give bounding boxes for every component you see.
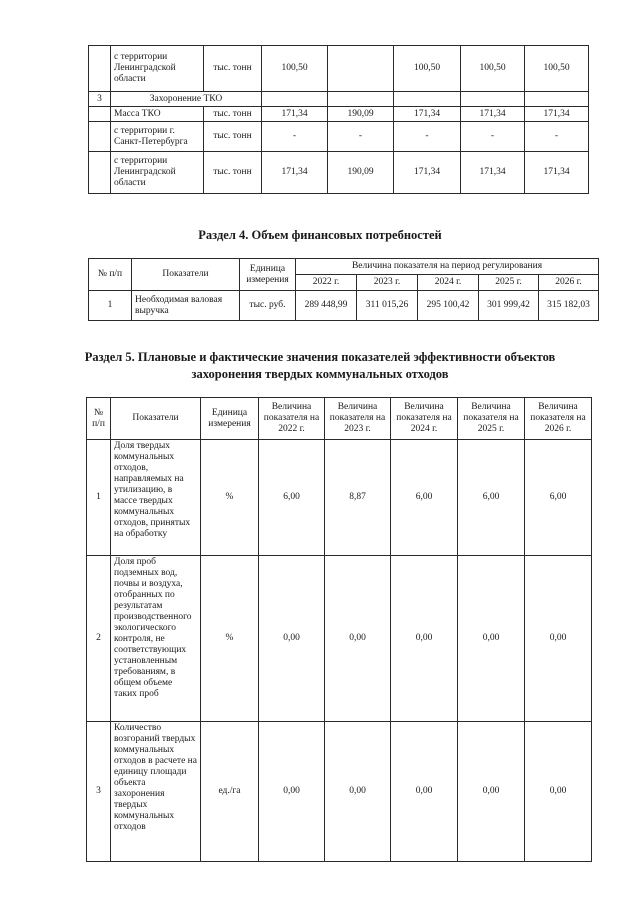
table-row: 1 Доля твердых коммунальных отходов, направляемых на утилизацию, в массе твердых коммунальных отходов, принятых на обработку % 6,00 8,87 6,00 6,00 6,00 [87,440,592,556]
row-label: Количество возгораний твердых коммунальных отходов в расчете на единицу площади объекта захоронения твердых коммунальных отходов [111,722,201,862]
year-header: Величина показателя на 2025 г. [458,398,525,440]
col-header-indicator: Показатели [132,259,240,291]
table-row: 2 Доля проб подземных вод, почвы и воздуха, отобранных по результатам производственного экологического контроля, не соответствующих установленным требованиям, в общем объеме таких проб % 0,00 0,00 0,00 0,00 0,00 [87,556,592,722]
efficiency-indicators-table [86,397,592,862]
header-row [89,259,599,275]
section5-title-line1: Раздел 5. Плановые и фактические значения показателей эффективности объектов [84,350,556,364]
row-unit: тыс. тонн [204,46,262,92]
section-label: Захоронение ТКО [111,92,262,107]
row-label: с территории г. Санкт-Петербурга [111,122,204,152]
col-header-num: № п/п [87,398,111,440]
row-unit: тыс. тонн [204,107,262,122]
col-header-indicator: Показатели [111,398,201,440]
table-row: с территории г. Санкт-Петербурга тыс. тонн - - - - - [89,122,589,152]
col-header-unit: Единица измерения [201,398,259,440]
row-label: Необходимая валовая выручка [132,291,240,321]
section5-title-line2: захоронения твердых коммунальных отходов [191,367,449,381]
row-label: Масса ТКО [111,107,204,122]
row-unit: тыс. руб. [240,291,296,321]
financial-needs-table [88,258,599,321]
row-label: с территории Ленинградской области [111,152,204,194]
table-row: 3 Количество возгораний твердых коммунальных отходов в расчете на единицу площади объекта захоронения твердых коммунальных отходов ед./га 0,00 0,00 0,00 0,00 0,00 [87,722,592,862]
year-header: 2022 г. [296,275,357,291]
row-unit: % [201,556,259,722]
year-header: 2025 г. [479,275,539,291]
header-row [87,398,592,440]
table-row: с территории Ленинградской области тыс. тонн 171,34 190,09 171,34 171,34 171,34 [89,152,589,194]
year-header: 2026 г. [539,275,599,291]
table-row: Масса ТКО тыс. тонн 171,34 190,09 171,34 171,34 171,34 [89,107,589,122]
col-header-num: № п/п [89,259,132,291]
year-header: Величина показателя на 2023 г. [325,398,391,440]
row-unit: ед./га [201,722,259,862]
row-unit: % [201,440,259,556]
col-header-period: Величина показателя на период регулирования [296,259,599,275]
row-unit: тыс. тонн [204,152,262,194]
table-row: 1 Необходимая валовая выручка тыс. руб. 289 448,99 311 015,26 295 100,42 301 999,42 315 182,03 [89,291,599,321]
table-row: с территории Ленинградской области тыс. тонн 100,50 100,50 100,50 100,50 [89,46,589,92]
year-header: 2024 г. [418,275,479,291]
year-header: 2023 г. [357,275,418,291]
section4-title: Раздел 4. Объем финансовых потребностей [198,228,442,242]
volume-table-continuation [88,45,589,194]
row-label: с территории Ленинградской области [111,46,204,92]
row-label: Доля проб подземных вод, почвы и воздуха, отобранных по результатам производственного экологического контроля, не соответствующих установленным требованиям, в общем объеме таких проб [111,556,201,722]
section-row: 3 Захоронение ТКО [89,92,589,107]
col-header-unit: Единица измерения [240,259,296,291]
year-header: Величина показателя на 2022 г. [259,398,325,440]
row-label: Доля твердых коммунальных отходов, направляемых на утилизацию, в массе твердых коммунальных отходов, принятых на обработку [111,440,201,556]
year-header: Величина показателя на 2026 г. [525,398,592,440]
year-header: Величина показателя на 2024 г. [391,398,458,440]
row-unit: тыс. тонн [204,122,262,152]
